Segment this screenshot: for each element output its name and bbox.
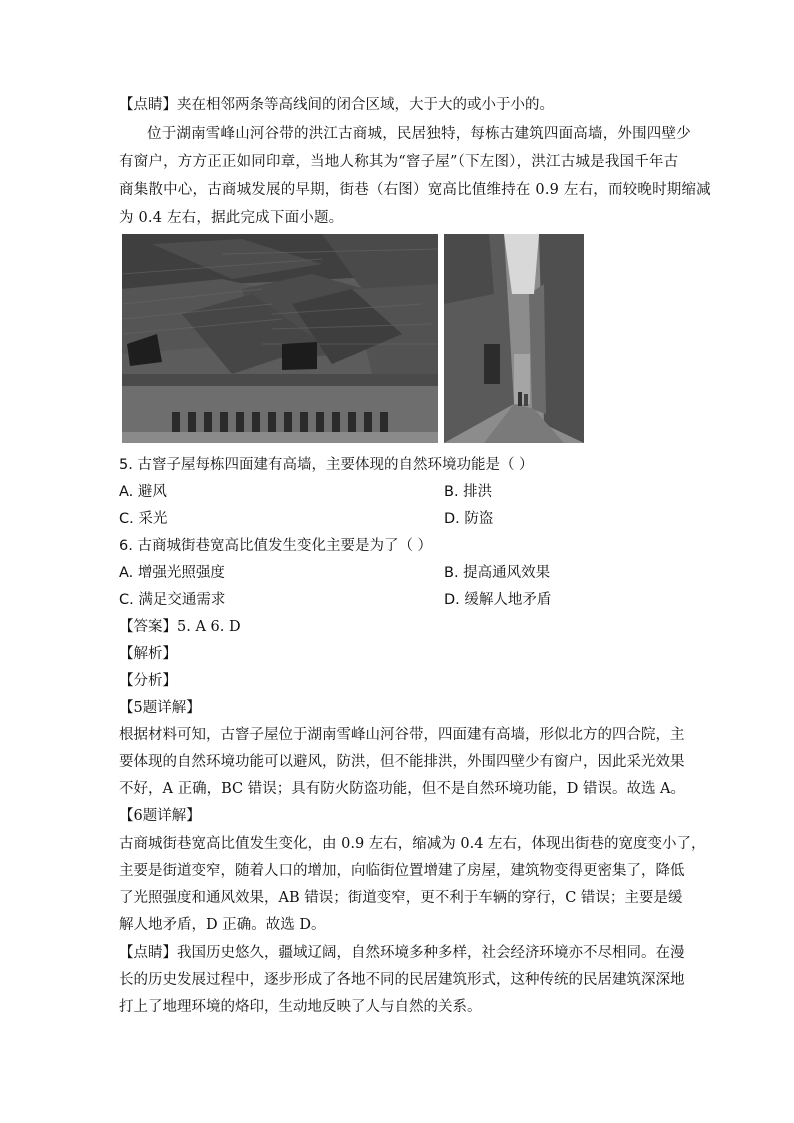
q5-detail-paragraph	[119, 722, 686, 803]
intro-line: 位于湖南雪峰山河谷带的洪江古商城，民居独特，每栋古建筑四面高墙，外围四壁少	[147, 126, 691, 142]
q6-detail-paragraph	[119, 831, 706, 939]
question-6-stem: 6. 古商城街巷宽高比值发生变化主要是为了（ ）	[119, 538, 433, 554]
option-d: D. 防盗	[444, 511, 494, 527]
option-c: C. 采光	[119, 511, 168, 527]
alley-photo	[444, 234, 584, 443]
option-d: D. 缓解人地矛盾	[444, 592, 552, 608]
option-c: C. 满足交通需求	[119, 592, 226, 608]
tip-line: 【点睛】夹在相邻两条等高线间的闭合区域，大于大的或小于小的。	[119, 97, 554, 113]
intro-line: 商集散中心，古商城发展的早期，街巷（右图）宽高比值维持在 0.9 左右，而较晚时期缩减	[119, 182, 711, 198]
analysis-label: 【解析】	[119, 646, 177, 662]
detail-line: 了光照强度和通风效果，AB 错误；街道变窄，更不利于车辆的穿行，C 错误；主要是缓	[119, 890, 683, 906]
detail-line: 解人地矛盾，D 正确。故选 D。	[119, 917, 326, 933]
question-5-stem: 5. 古窨子屋每栋四面建有高墙，主要体现的自然环境功能是（ ）	[119, 457, 534, 473]
detail-line: 古商城街巷宽高比值发生变化，由 0.9 左右，缩减为 0.4 左右，体现出街巷的宽度变小了，	[119, 836, 706, 852]
intro-paragraph	[119, 120, 711, 232]
tip2-paragraph	[119, 940, 685, 1021]
option-a: A. 增强光照强度	[119, 565, 225, 581]
detail-line: 主要是街道变窄，随着人口的增加，向临街位置增建了房屋，建筑物变得更密集了，降低	[119, 863, 685, 879]
tip2-line: 长的历史发展过程中，逐步形成了各地不同的民居建筑形式，这种传统的民居建筑深深地	[119, 972, 685, 988]
answer-line: 【答案】5. A 6. D	[119, 619, 241, 635]
q6-detail-header: 【6题详解】	[119, 808, 201, 824]
option-b: B. 排洪	[444, 484, 493, 500]
detail-line: 要体现的自然环境功能可以避风，防洪，但不能排洪，外围四壁少有窗户，因此采光效果	[119, 754, 685, 770]
option-b: B. 提高通风效果	[444, 565, 551, 581]
intro-line: 为 0.4 左右，据此完成下面小题。	[119, 210, 344, 226]
fenxi-label: 【分析】	[119, 673, 177, 689]
tip2-line: 【点睛】我国历史悠久，疆域辽阔，自然环境多种多样，社会经济环境亦不尽相同。在漫	[119, 945, 685, 961]
intro-line: 有窗户，方方正正如同印章，当地人称其为“窨子屋”（下左图），洪江古城是我国千年古	[119, 154, 679, 170]
detail-line: 根据材料可知，古窨子屋位于湖南雪峰山河谷带，四面建有高墙，形似北方的四合院，主	[119, 727, 685, 743]
detail-line: 不好，A 正确，BC 错误；具有防火防盗功能，但不是自然环境功能，D 错误。故选 A。	[119, 781, 686, 797]
tip2-line: 打上了地理环境的烙印，生动地反映了人与自然的关系。	[119, 999, 482, 1015]
option-a: A. 避风	[119, 484, 167, 500]
q5-detail-header: 【5题详解】	[119, 700, 201, 716]
rooftops-photo	[122, 234, 438, 443]
